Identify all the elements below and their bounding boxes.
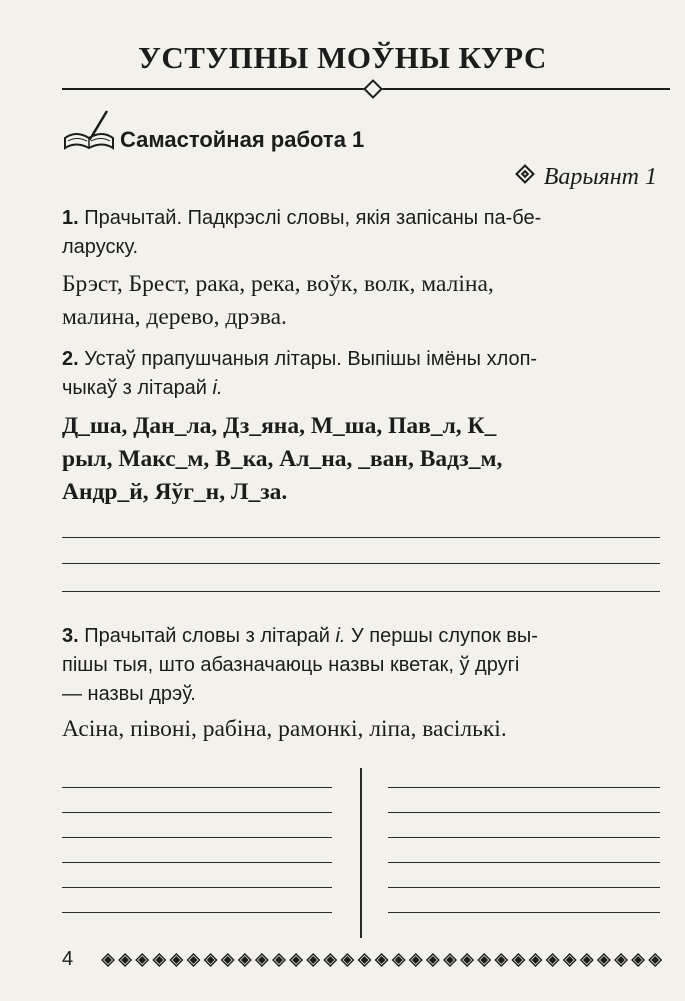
border-diamond-inner (618, 957, 624, 963)
book-pencil-icon (62, 108, 116, 152)
word-line: Д_ша, Дан_ла, Дз_яна, М_ша, Пав_л, К_ (62, 413, 497, 439)
answer-line-right[interactable] (388, 837, 660, 838)
variant-label (518, 164, 657, 191)
border-diamond-inner (464, 957, 470, 963)
page-number: 4 (62, 948, 74, 970)
border-diamond-inner (567, 957, 573, 963)
variant-text: Варыянт 1 (543, 164, 657, 190)
diamond-border-icon (100, 952, 670, 968)
border-diamond-inner (310, 957, 316, 963)
border-diamond-inner (225, 957, 231, 963)
border-diamond-inner (259, 957, 265, 963)
answer-line-right[interactable] (388, 862, 660, 863)
column-divider (360, 768, 362, 938)
border-diamond-inner (327, 957, 333, 963)
border-diamond-inner (242, 957, 248, 963)
task-text: ларуску. (62, 236, 138, 258)
border-diamond-inner (173, 957, 179, 963)
task-text: і. (335, 625, 346, 647)
task-2-instruction (62, 345, 662, 403)
answer-line-left[interactable] (62, 862, 332, 863)
border-diamond-inner (293, 957, 299, 963)
task-number: 3. (62, 625, 79, 647)
border-diamond-inner (344, 957, 350, 963)
border-diamond-inner (601, 957, 607, 963)
border-diamond-inner (652, 957, 658, 963)
border-diamond-inner (430, 957, 436, 963)
word-line: малина, дерево, дрэва. (62, 304, 287, 330)
diamond-icon (515, 164, 535, 184)
answer-line-right[interactable] (388, 787, 660, 788)
answer-line[interactable] (62, 591, 660, 592)
task-2-words (62, 410, 662, 509)
answer-line-right[interactable] (388, 812, 660, 813)
task-1-instruction (62, 204, 662, 262)
task-text: — назвы дрэў. (62, 683, 196, 705)
task-number: 2. (62, 348, 79, 370)
task-number: 1. (62, 207, 79, 229)
answer-line-left[interactable] (62, 787, 332, 788)
task-text: і. (212, 377, 223, 399)
task-text: У першы слупок вы- (345, 625, 538, 647)
answer-line[interactable] (62, 563, 660, 564)
border-diamond-inner (498, 957, 504, 963)
word-line: Андр_й, Яўг_н, Л_за. (62, 479, 288, 505)
border-diamond-inner (139, 957, 145, 963)
border-diamond-inner (191, 957, 197, 963)
border-diamond-inner (396, 957, 402, 963)
task-3-words (62, 713, 662, 746)
border-diamond-inner (379, 957, 385, 963)
answer-line-right[interactable] (388, 887, 660, 888)
task-text: Прачытай словы з літарай (84, 625, 336, 647)
answer-line[interactable] (62, 537, 660, 538)
answer-line-right[interactable] (388, 912, 660, 913)
task-text: чыкаў з літарай (62, 377, 213, 399)
border-diamond-inner (413, 957, 419, 963)
border-diamond-inner (105, 957, 111, 963)
border-diamond-inner (481, 957, 487, 963)
border-diamond-inner (208, 957, 214, 963)
task-text: Устаў прапушчаныя літары. Выпішы імёны хлоп- (84, 348, 538, 370)
border-diamond-inner (122, 957, 128, 963)
border-diamond-inner (276, 957, 282, 963)
answer-line-left[interactable] (62, 912, 332, 913)
border-diamond-inner (550, 957, 556, 963)
word-line: Брэст, Брест, рака, река, воўк, волк, маліна, (62, 271, 494, 297)
task-1-words (62, 268, 662, 334)
border-diamond-inner (533, 957, 539, 963)
task-text: пішы тыя, што абазначаюць назвы кветак, ў другі (62, 654, 520, 676)
word-line: Асіна, півоні, рабіна, рамонкі, ліпа, васількі. (62, 716, 507, 742)
task-text: Прачытай. Падкрэслі словы, якія запісаны па-бе- (84, 207, 542, 229)
border-diamond-inner (584, 957, 590, 963)
task-3-instruction (62, 622, 662, 709)
page-title: УСТУПНЫ МОЎНЫ КУРС (138, 40, 547, 75)
border-diamond-inner (515, 957, 521, 963)
answer-line-left[interactable] (62, 837, 332, 838)
border-diamond-inner (447, 957, 453, 963)
border-diamond-inner (635, 957, 641, 963)
border-diamond-inner (362, 957, 368, 963)
answer-line-left[interactable] (62, 887, 332, 888)
border-diamond-inner (156, 957, 162, 963)
word-line: рыл, Макс_м, В_ка, Ал_на, _ван, Вадз_м, (62, 446, 503, 472)
diamond-icon (363, 79, 383, 99)
answer-line-left[interactable] (62, 812, 332, 813)
work-title: Самастойная работа 1 (120, 127, 365, 152)
